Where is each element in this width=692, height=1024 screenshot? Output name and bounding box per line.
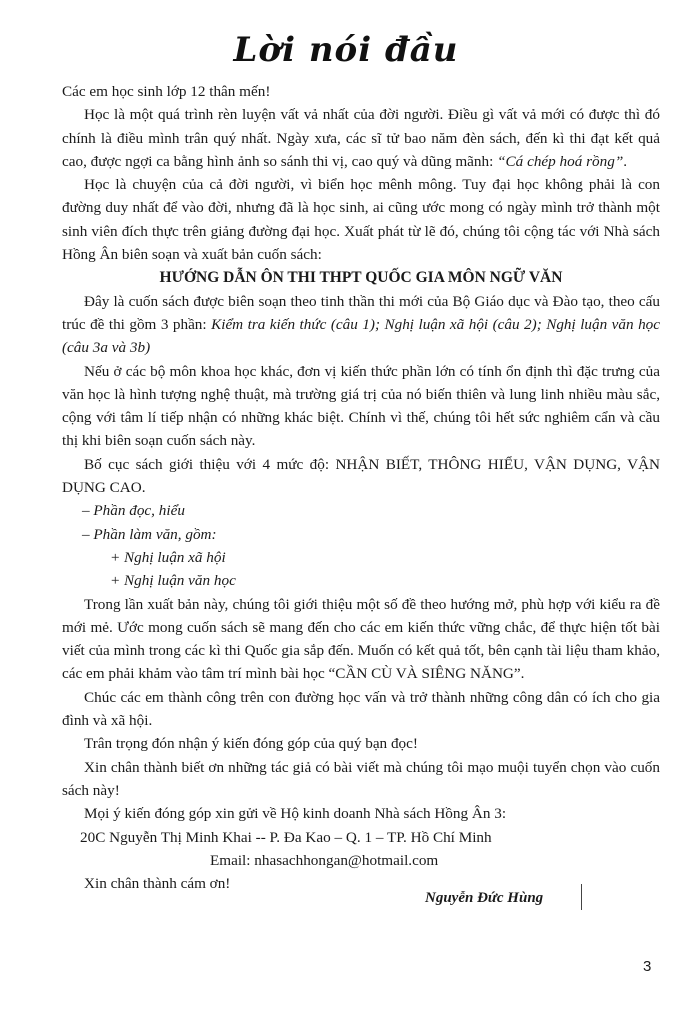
- paragraph-9: Xin chân thành biết ơn những tác giả có bài viết mà chúng tôi mạo muội tuyển chọn vào cuốn sách này!: [62, 758, 660, 799]
- page-title: Lời nói đầu: [233, 30, 459, 70]
- paragraph-1: [62, 103, 660, 173]
- list-item: – Phần đọc, hiểu: [82, 502, 185, 520]
- list-subitem: + Nghị luận văn học: [110, 572, 236, 590]
- paragraph-4: Nếu ở các bộ môn khoa học khác, đơn vị kiến thức phần lớn có tính ổn định thì đặc trưng của văn học là hình tượng nghệ thuật, mà trường giá trị của nó biến thiên và lung linh nhiều màu sắc, cộng với tâm lí tiếp nhận có những khác biệt. Chính vì thế, chúng tôi hết sức nghiêm cẩn và cầu thị khi biên soạn cuốn sách này.: [62, 362, 660, 450]
- list-subitem: + Nghị luận xã hội: [110, 548, 226, 566]
- paragraph-5: Bố cục sách giới thiệu với 4 mức độ: NHẬN BIẾT, THÔNG HIỂU, VẬN DỤNG, VẬN DỤNG CAO.: [62, 455, 660, 497]
- greeting: Các em học sinh lớp 12 thân mến!: [62, 83, 271, 100]
- paragraph-8: Trân trọng đón nhận ý kiến đóng góp của quý bạn đọc!: [84, 735, 418, 753]
- closing-thanks: Xin chân thành cám ơn!: [84, 875, 231, 893]
- email: Email: nhasachhongan@hotmail.com: [210, 851, 439, 869]
- paragraph-1-end: .: [623, 152, 628, 170]
- paragraph-7: Chúc các em thành công trên con đường học vấn và trở thành những công dân có ích cho gia đình và xã hội.: [62, 688, 660, 730]
- paragraph-2: Học là chuyện của cả đời người, vì biển học mênh mông. Tuy đại học không phải là con đường duy nhất để vào đời, nhưng đã là học sinh, ai cũng ước mong có ngày mình trở thành một sinh viên đích thực trên giảng đường đại học. Xuất phát từ lẽ đó, chúng tôi cộng tác với Nhà sách Hồng Ân biên soạn và xuất bản cuốn sách:: [62, 176, 660, 264]
- paragraph-1-text: Học là một quá trình rèn luyện vất vả nhất của đời người. Điều gì vất vả mới có được thì đó chính là điều mình trân quý nhất. Ngày xưa, các sĩ tử bao năm đèn sách, đến kì thi đạt kết quả cao, được ngợi ca bằng hình ảnh so sánh thi vị, cao quý và dũng mãnh:: [62, 106, 660, 170]
- book-title: HƯỚNG DẪN ÔN THI THPT QUỐC GIA MÔN NGỮ VĂN: [159, 269, 563, 287]
- paragraph-3: [62, 290, 660, 360]
- address: 20C Nguyễn Thị Minh Khai -- P. Đa Kao – Q. 1 – TP. Hồ Chí Minh: [80, 828, 492, 846]
- list-item: – Phần làm văn, gồm:: [82, 525, 217, 543]
- page-number: 3: [643, 958, 652, 975]
- signature: Nguyễn Đức Hùng: [425, 890, 544, 906]
- paragraph-3-italic: Kiểm tra kiến thức (câu 1); Nghị luận xã hội (câu 2); Nghị luận văn học (câu 3a và 3b): [62, 315, 660, 357]
- signature-mark: [581, 884, 582, 910]
- paragraph-6: Trong lần xuất bản này, chúng tôi giới thiệu một số đề theo hướng mở, phù hợp với kiểu ra đề mới mẻ. Ước mong cuốn sách sẽ mang đến cho các em kiến thức vững chắc, để thực hiện tốt bài viết của mình trong các kì thi Quốc gia sắp đến. Muốn có kết quả tốt, bên cạnh tài liệu tham khảo, các em phải khảm vào tâm trí mình bài học “CẦN CÙ VÀ SIÊNG NĂNG”.: [62, 595, 660, 683]
- paragraph-1-quote: “Cá chép hoá rồng”: [497, 152, 624, 170]
- paragraph-3-text: Đây là cuốn sách được biên soạn theo tinh thần thi mới của Bộ Giáo dục và Đào tạo, theo cấu trúc đề thi gồm 3 phần:: [62, 292, 660, 333]
- preface-body: [62, 80, 660, 895]
- paragraph-10: Mọi ý kiến đóng góp xin gửi về Hộ kinh doanh Nhà sách Hồng Ân 3:: [84, 805, 507, 823]
